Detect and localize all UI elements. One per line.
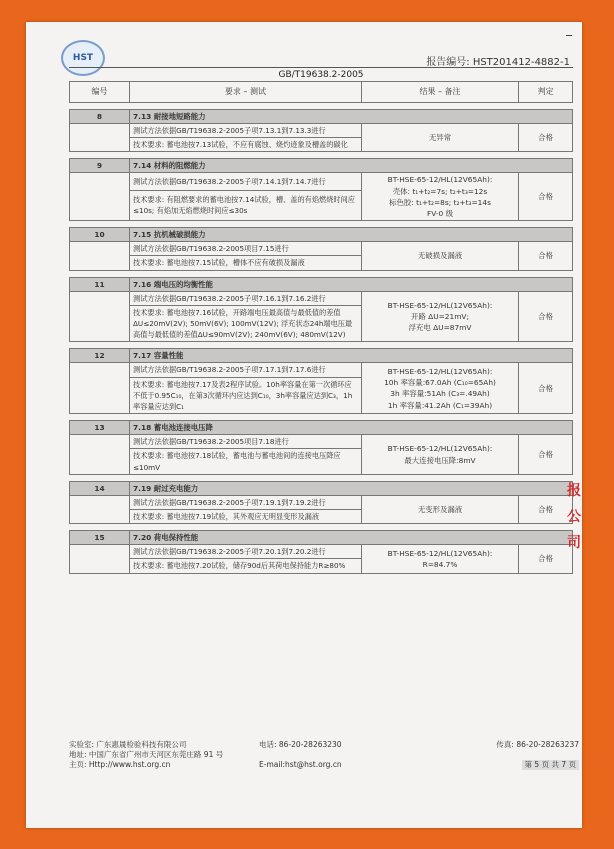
result-line: 无破损及漏液 xyxy=(417,251,463,261)
section-title: 7.17 容量性能 xyxy=(130,349,573,363)
result-line: 无变形及漏液 xyxy=(417,504,463,514)
technical-requirement: 技术要求: 蓄电池按7.13试验，不应有腐蚀、烧灼迹象及槽盖的碳化 xyxy=(130,138,362,152)
section-number: 13 xyxy=(70,421,130,435)
section-number: 14 xyxy=(70,481,130,495)
blank-cell xyxy=(70,435,130,475)
result-line: FV-0 级 xyxy=(427,209,453,219)
test-result xyxy=(361,435,518,475)
section-number: 9 xyxy=(70,159,130,173)
test-method: 测试方法依据GB/T19638.2-2005子项7.20.1到7.20.2进行 xyxy=(130,545,362,559)
blank-cell xyxy=(70,124,130,152)
table-body xyxy=(70,103,573,574)
result-line: BT-HSE-65-12/HL(12V65Ah): xyxy=(387,444,493,454)
section-gap xyxy=(70,103,573,110)
section-gap xyxy=(70,221,573,228)
section-header-row xyxy=(70,421,573,435)
blank-cell xyxy=(70,495,130,523)
result-line: BT-HSE-65-12/HL(12V65Ah): xyxy=(387,300,493,310)
table-row xyxy=(70,495,573,509)
report-page xyxy=(26,22,582,828)
test-result xyxy=(361,173,518,221)
section-title: 7.16 端电压的均衡性能 xyxy=(130,277,573,291)
table-row xyxy=(70,173,573,190)
section-number: 12 xyxy=(70,349,130,363)
table-row xyxy=(70,363,573,377)
technical-requirement: 技术要求: 蓄电池按7.18试验，蓄电池与蓄电池间的连接电压降应≤10mV xyxy=(130,449,362,474)
section-title: 7.19 耐过充电能力 xyxy=(130,481,573,495)
test-method: 测试方法依据GB/T19638.2-2005子项7.17.1到7.17.6进行 xyxy=(130,363,362,377)
table-row xyxy=(70,124,573,138)
blank-cell xyxy=(70,363,130,414)
col-header-result: 结果 – 备注 xyxy=(361,82,518,103)
test-result xyxy=(361,291,518,342)
table-header-row xyxy=(70,82,573,103)
footer-email: E-mail:hst@hst.org.cn xyxy=(259,760,342,769)
section-header-row xyxy=(70,531,573,545)
result-line: 标色胶: t₁+t₂=8s; t₂+t₃=14s xyxy=(389,197,491,207)
hst-logo: HST xyxy=(61,40,105,76)
footer-home: 主页: Http://www.hst.org.cn xyxy=(69,760,171,769)
footer-lab: 实验室: 广东惠晟检验科技有限公司 xyxy=(69,740,187,749)
result-line: 1h 率容量:41.2Ah (C₁=39Ah) xyxy=(387,400,493,410)
section-number: 10 xyxy=(70,228,130,242)
section-header-row xyxy=(70,481,573,495)
section-header-row xyxy=(70,110,573,124)
technical-requirement: 技术要求: 蓄电池按7.20试验，储存90d后其荷电保持能力R≥80% xyxy=(130,559,362,573)
table-row xyxy=(70,242,573,256)
section-title: 7.13 耐接地短路能力 xyxy=(130,110,573,124)
section-header-row xyxy=(70,159,573,173)
technical-requirement: 技术要求: 蓄电池按7.19试验，其外观应无明显变形及漏液 xyxy=(130,510,362,524)
section-header-row xyxy=(70,349,573,363)
section-gap xyxy=(70,270,573,277)
header-rule xyxy=(69,67,573,68)
test-method: 测试方法依据GB/T19638.2-2005子项7.16.1到7.16.2进行 xyxy=(130,291,362,305)
verdict: 合格 xyxy=(519,242,573,270)
section-header-row xyxy=(70,228,573,242)
result-line: 3h 率容量:51Ah (C₃=.49Ah) xyxy=(390,389,490,399)
section-title: 7.20 荷电保持性能 xyxy=(130,531,573,545)
section-number: 15 xyxy=(70,531,130,545)
section-gap xyxy=(70,524,573,531)
result-line: 浮充电 ΔU=87mV xyxy=(408,323,472,333)
verdict: 合格 xyxy=(519,363,573,414)
test-method: 测试方法依据GB/T19638.2-2005子项7.14.1到7.14.7进行 xyxy=(130,173,362,190)
verdict: 合格 xyxy=(519,435,573,475)
footer-phone: 电话: 86-20-28263230 xyxy=(259,740,342,749)
footer-address: 地址: 中国广东省广州市天河区东莞庄路 91 号 xyxy=(69,750,224,759)
technical-requirement: 技术要求: 有阻燃要求的蓄电池按7.14试验，槽、盖的有焰燃烧时间应≤10s; 有焰加无焰燃烧时间应≤30s xyxy=(130,190,362,221)
section-gap xyxy=(70,152,573,159)
result-line: 壳体: t₁+t₂=7s; t₂+t₃=12s xyxy=(392,186,488,196)
section-title: 7.18 蓄电池连接电压降 xyxy=(130,421,573,435)
test-results-table xyxy=(69,81,573,574)
col-header-verdict: 判定 xyxy=(519,82,573,103)
result-line: BT-HSE-65-12/HL(12V65Ah): xyxy=(387,366,493,376)
test-result xyxy=(361,545,518,573)
blank-cell xyxy=(70,242,130,270)
result-line: 开路 ΔU=21mV; xyxy=(411,311,469,321)
test-method: 测试方法依据GB/T19638.2-2005项目7.15进行 xyxy=(130,242,362,256)
table-row xyxy=(70,545,573,559)
standard-title: GB/T19638.2-2005 xyxy=(278,70,364,80)
result-line: BT-HSE-65-12/HL(12V65Ah): xyxy=(387,548,493,558)
test-method: 测试方法依据GB/T19638.2-2005子项7.19.1到7.19.2进行 xyxy=(130,495,362,509)
verdict: 合格 xyxy=(519,545,573,573)
section-title: 7.14 材料的阻燃能力 xyxy=(130,159,573,173)
technical-requirement: 技术要求: 蓄电池按7.15试验，槽体不应有破损及漏液 xyxy=(130,256,362,270)
result-line: 最大连接电压降:8mV xyxy=(404,455,476,465)
blank-cell xyxy=(70,173,130,221)
corner-mark xyxy=(566,35,572,36)
section-gap xyxy=(70,342,573,349)
test-result xyxy=(361,242,518,270)
section-number: 11 xyxy=(70,277,130,291)
footer xyxy=(69,740,579,770)
verdict: 合格 xyxy=(519,495,573,523)
table-row xyxy=(70,291,573,305)
test-result xyxy=(361,363,518,414)
verdict: 合格 xyxy=(519,291,573,342)
technical-requirement: 技术要求: 蓄电池按7.16试验，开路端电压最高值与最低值的差值ΔU≤20mV(2V); 50mV(6V); 100mV(12V); 浮充状态24h端电压最高值与最低值的差值ΔU≤90mV(2V); 240mV(6V); 480mV(12V) xyxy=(130,305,362,342)
result-line: 10h 率容量:67.0Ah (C₁₀=65Ah) xyxy=(384,378,496,388)
blank-cell xyxy=(70,291,130,342)
page-number: 第 5 页 共 7 页 xyxy=(522,760,579,770)
result-line: R=84.7% xyxy=(422,559,458,569)
test-result xyxy=(361,495,518,523)
footer-fax: 传真: 86-20-28263237 xyxy=(496,740,579,749)
table-row xyxy=(70,435,573,449)
blank-cell xyxy=(70,545,130,573)
section-gap xyxy=(70,414,573,421)
test-method: 测试方法依据GB/T19638.2-2005子项7.13.1到7.13.3进行 xyxy=(130,124,362,138)
section-gap xyxy=(70,474,573,481)
verdict: 合格 xyxy=(519,173,573,221)
section-title: 7.15 抗机械破损能力 xyxy=(130,228,573,242)
section-number: 8 xyxy=(70,110,130,124)
section-header-row xyxy=(70,277,573,291)
verdict: 合格 xyxy=(519,124,573,152)
result-line: 无异常 xyxy=(428,133,452,143)
col-header-no: 编号 xyxy=(70,82,130,103)
red-stamp-fragment: 报 公 司 xyxy=(567,483,581,551)
report-number: 报告编号: HST201412-4882-1 xyxy=(426,57,570,68)
technical-requirement: 技术要求: 蓄电池按7.17及表2程序试验。10h率容量在第一次循环应不低于0.95C₁₀，在第3次循环内应达到C₁₀，3h率容量应达到C₃，1h率容量应达到C₁ xyxy=(130,377,362,414)
col-header-requirement: 要求 – 测试 xyxy=(130,82,362,103)
test-result xyxy=(361,124,518,152)
test-method: 测试方法依据GB/T19638.2-2005项目7.18进行 xyxy=(130,435,362,449)
result-line: BT-HSE-65-12/HL(12V65Ah): xyxy=(387,175,493,185)
